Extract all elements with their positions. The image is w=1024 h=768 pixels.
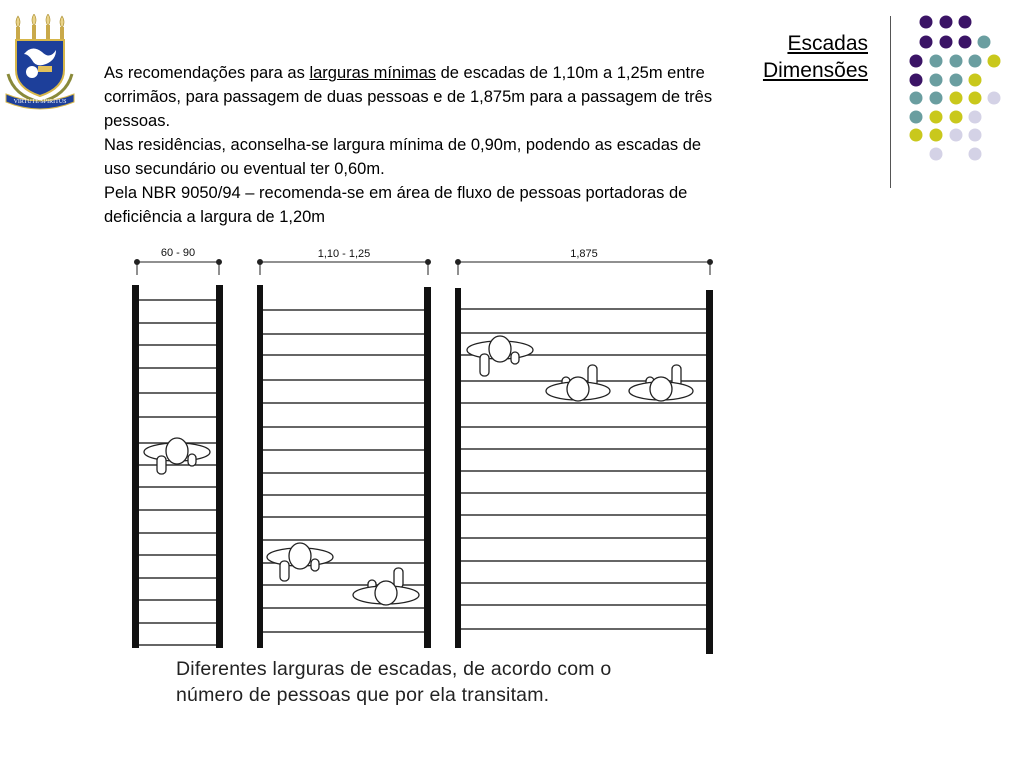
decorative-dot: [930, 129, 943, 142]
decorative-dot: [950, 129, 963, 142]
decorative-dot: [969, 129, 982, 142]
decorative-dot: [930, 74, 943, 87]
caption-line-2: número de pessoas que por ela transitam.: [176, 684, 550, 706]
university-crest-logo: [4, 14, 76, 114]
person-figure-5: [546, 365, 610, 401]
title-line-dimensoes: Dimensões: [762, 59, 868, 82]
header-divider: [890, 16, 891, 188]
figure-caption: [176, 656, 696, 708]
decorative-dot: [988, 92, 1001, 105]
decorative-dot-grid: [908, 14, 1008, 164]
caption-line-1: Diferentes larguras de escadas, de acordo com o: [176, 658, 612, 680]
decorative-dot: [940, 16, 953, 29]
person-figure-6: [629, 365, 693, 401]
decorative-dot: [910, 74, 923, 87]
decorative-dot: [940, 36, 953, 49]
decorative-dot: [969, 55, 982, 68]
decorative-dot: [910, 55, 923, 68]
decorative-dot: [910, 129, 923, 142]
decorative-dot: [950, 74, 963, 87]
decorative-dot: [910, 92, 923, 105]
decorative-dot: [969, 92, 982, 105]
person-figure-4: [467, 336, 533, 376]
person-figure-2: [267, 543, 333, 581]
decorative-dot: [959, 36, 972, 49]
decorative-dot: [920, 36, 933, 49]
decorative-dot: [988, 55, 1001, 68]
decorative-dot: [950, 92, 963, 105]
logo-motto: VIRTUTE SPIRITUS: [13, 99, 67, 105]
decorative-dot: [930, 111, 943, 124]
decorative-dot: [930, 148, 943, 161]
decorative-dot: [969, 148, 982, 161]
dim-label-110-125: 1,10 - 1,25: [317, 248, 371, 260]
dim-label-1875: 1,875: [570, 248, 598, 260]
person-figure-3: [353, 568, 419, 605]
decorative-dot: [978, 36, 991, 49]
decorative-dot: [950, 55, 963, 68]
decorative-dot: [920, 16, 933, 29]
decorative-dot: [969, 74, 982, 87]
decorative-dot: [950, 111, 963, 124]
slide-title: [763, 30, 868, 84]
decorative-dot: [959, 16, 972, 29]
stair-widths-figure: [130, 235, 730, 705]
title-line-escadas: Escadas: [787, 32, 868, 55]
dim-label-60-90: 60 - 90: [160, 247, 196, 259]
body-text: [104, 61, 724, 229]
decorative-dot: [930, 55, 943, 68]
paragraph-nbr: Pela NBR 9050/94 – recomenda-se em área de fluxo de pessoas portadoras de deficiência a largura de 1,20m: [104, 184, 688, 226]
decorative-dot: [930, 92, 943, 105]
paragraph-recommendation: As recomendações para as larguras mínimas de escadas de 1,10m a 1,25m entre corrimãos, para passagem de duas pessoas e de 1,875m para a passagem de três pessoas.: [104, 64, 713, 130]
decorative-dot: [969, 111, 982, 124]
decorative-dot: [910, 111, 923, 124]
paragraph-residences: Nas residências, aconselha-se largura mínima de 0,90m, podendo as escadas de uso secundário ou eventual ter 0,60m.: [104, 136, 702, 178]
larguras-minimas-link[interactable]: larguras mínimas: [309, 64, 436, 82]
